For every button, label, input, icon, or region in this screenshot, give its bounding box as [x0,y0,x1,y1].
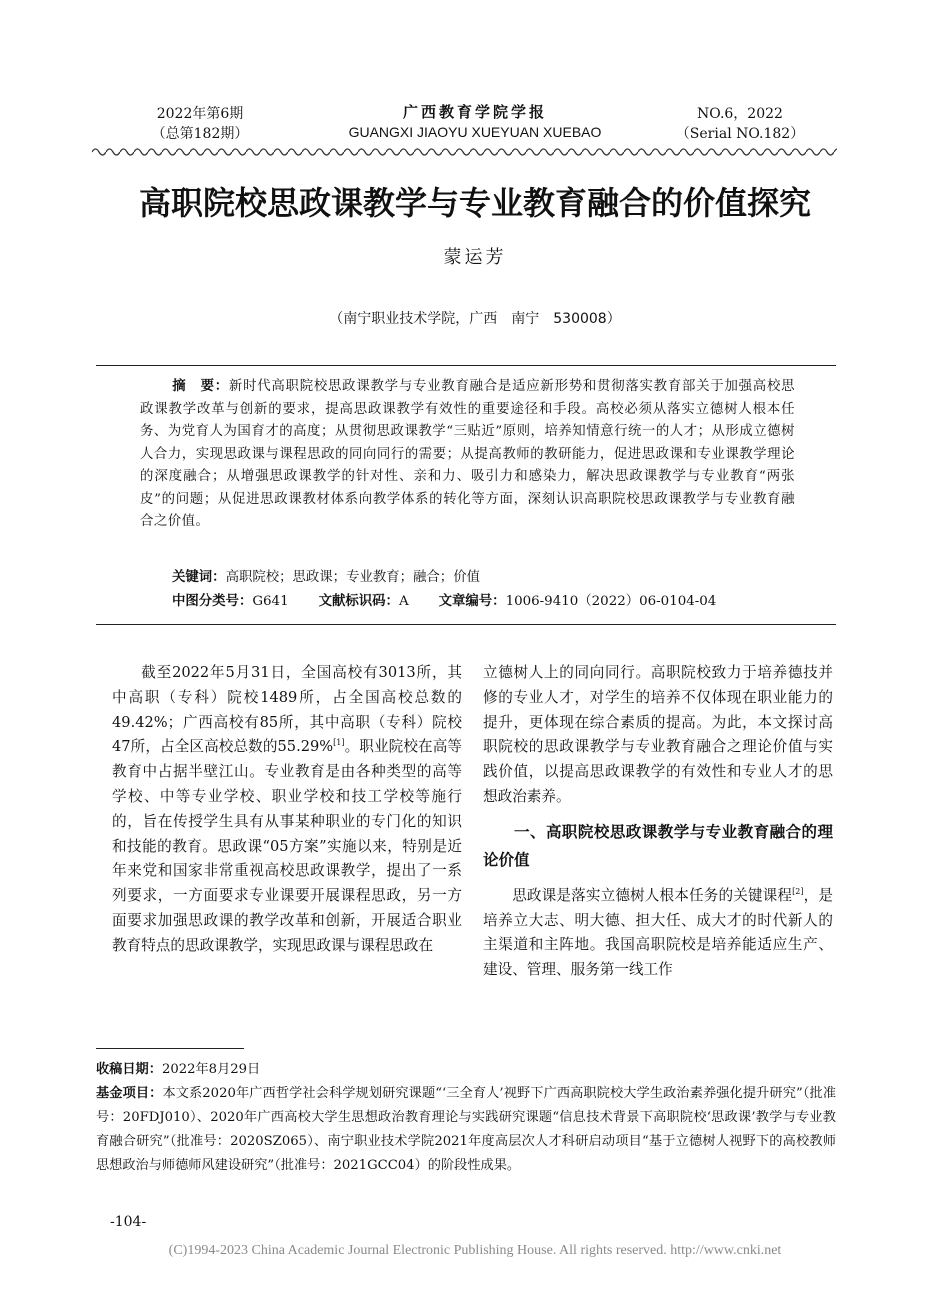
article-number-value: 1006-9410（2022）06-0104-04 [505,594,717,609]
clc-value: G641 [252,594,289,609]
classification-line [172,591,812,613]
journal-name-cn: 广西教育学院学报 [402,103,547,121]
abstract-text: 新时代高职院校思政课教学与专业教育融合是适应新形势和贯彻落实教育部关于加强高校思政课教学改革与创新的要求，提高思政课教学有效性的重要途径和手段。高校必须从落实立德树人根本任务、为党育人为国育才的高度；从贯彻思政课教学“三贴近”原则，培养知情意行统一的人才；从形成立德树人合力，实现思政课与课程思政的同向同行的需要；从提高教师的教研能力，促进思政课和专业课教学理论的深度融合；从增强思政课教学的针对性、亲和力、吸引力和感染力，解决思政课教学与专业教育“两张皮”的问题；从促进思政课教材体系向教学体系的转化等方面，深刻认识高职院校思政课教学与专业教育融合之价值。 [140,379,795,529]
article-author: 蒙运芳 [443,247,507,268]
issue-number-en: NO.6，2022 [697,106,783,122]
footnotes [96,1058,836,1178]
abstract [140,376,795,534]
received-label: 收稿日期： [96,1062,162,1077]
serial-number-en: （Serial NO.182） [675,126,805,142]
body-paragraph [112,661,462,959]
abstract-bottom-rule [96,624,836,625]
total-issue-number: （总第182期） [151,126,249,142]
footnote-rule [96,1048,244,1049]
abstract-top-rule [96,365,836,366]
author-affiliation: （南宁职业技术学院，广西 南宁 530008） [329,311,621,327]
doc-code-label: 文献标识码： [318,594,399,609]
clc-label: 中图分类号： [172,594,253,609]
fund-info [96,1082,836,1178]
article-number-label: 文章编号： [438,594,506,609]
body-text: 。职业院校在高等教育中占据半壁江山。专业教育是由各种类型的高等学校、中等专业学校、职业学校和技工学校等施行的，旨在传授学生具有从事某种职业的专门化的知识和技能的教育。思政课“05方案”实施以来，特别是近年来党和国家非常重视高校思政课教学，提出了一系列要求，一方面要求专业课要开展课程思政，另一方面要求加强思政课的教学改革和创新，开展适合职业教育特点的思政课教学，实现思政课与课程思政在 [112,738,462,954]
body-paragraph: 立德树人上的同向同行。高职院校致力于培养德技并修的专业人才，对学生的培养不仅体现在职业能力的提升，更体现在综合素质的提高。为此，本文探讨高职院校的思政课教学与专业教育融合之理论价值与实践价值，以提高思政课教学的有效性和专业人才的思想政治素养。 [483,664,833,805]
header-wavy-divider [92,146,837,158]
citation-ref: [2] [792,886,804,896]
body-right-column [483,661,833,983]
body-text: ，是培养立大志、明大德、担大任、成大才的时代新人的主渠道和主阵地。我国高职院校是培养能适应生产、建设、管理、服务第一线工作 [483,886,833,979]
keywords-text: 高职院校；思政课；专业教育；融合；价值 [225,570,480,585]
issue-number: 2022年第6期 [156,106,244,122]
body-paragraph [483,884,833,983]
fund-text: 本文系2020年广西哲学社会科学规划研究课题“‘三全育人’视野下广西高职院校大学生政治素养强化提升研究”（批准号：20FDJ010）、2020年广西高校大学生思想政治教育理论与实践研究课题“信息技术背景下高职院校‘思政课’教学与专业教育融合研究”（批准号：2020SZ065）、南宁职业技术学院2021年度高层次人才科研启动项目“基于立德树人视野下的高校教师思想政治与师德师风建设研究”（批准号：2021GCC04）的阶段性成果。 [96,1086,837,1173]
journal-name-en: GUANGXI JIAOYU XUEYUAN XUEBAO [348,124,602,140]
keywords-label: 关键词： [172,570,226,585]
journal-name [300,102,650,142]
journal-issue-right [665,104,815,144]
journal-issue-left [140,104,260,144]
body-left-column [112,661,462,959]
received-value: 2022年8月29日 [161,1062,261,1077]
received-date [96,1058,836,1082]
abstract-label: 摘 要： [172,379,229,394]
body-text: 截至2022年5月31日，全国高校有3013所，其中高职（专科）院校1489所，占全国高校总数的49.42%；广西高校有85所，其中高职（专科）院校47所，占全区高校总数的55.29% [112,664,462,756]
page-number: -104- [110,1214,147,1230]
doc-code-value: A [398,594,409,609]
copyright-notice: (C)1994-2023 China Academic Journal Electronic Publishing House. All rights reserved. http://www.cnki.net [168,1243,782,1258]
citation-ref: [1] [333,738,345,748]
fund-label: 基金项目： [96,1086,163,1101]
keywords [172,567,812,589]
body-text: 思政课是落实立德树人根本任务的关键课程 [512,886,793,904]
section-heading: 一、高职院校思政课教学与专业教育融合的理论价值 [483,822,833,869]
article-title: 高职院校思政课教学与专业教育融合的价值探究 [138,184,811,222]
